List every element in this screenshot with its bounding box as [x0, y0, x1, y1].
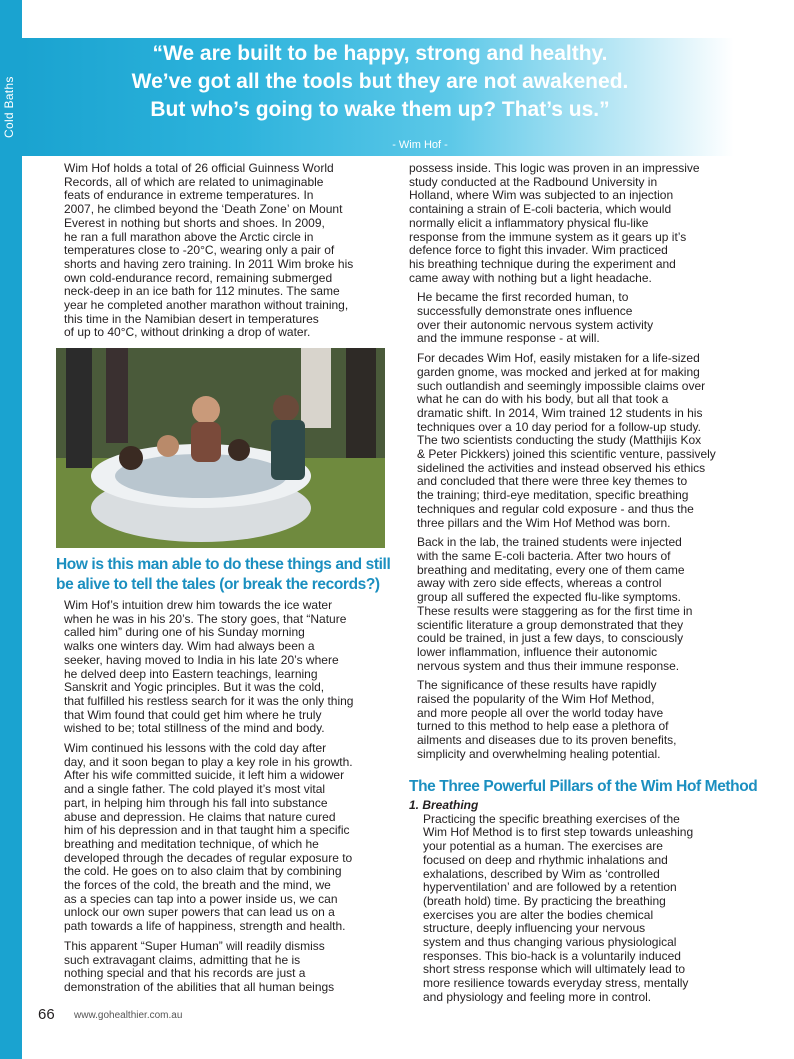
text-line: defence force to fight this invader. Wim practiced	[409, 243, 668, 258]
text-line: simplicity and overwhelming healing potential.	[417, 746, 661, 761]
text-line: responses. This bio-hack is a voluntarily induced	[423, 948, 681, 963]
body-paragraph	[409, 536, 737, 673]
ice-bath-illustration	[56, 348, 385, 548]
text-line: study conducted at the Radbound University in	[409, 174, 658, 189]
left-column-continued	[56, 599, 384, 1001]
text-line: hyperventilation’ and are followed by a retention	[423, 880, 677, 895]
text-line: He became the first recorded human, to	[417, 290, 629, 305]
text-line: system and thus changing various physiological	[423, 935, 677, 950]
text-line: Practicing the specific breathing exercises of the	[423, 811, 680, 826]
text-line: that fulfilled his restless search for it was the only thing	[64, 693, 354, 708]
heading-line: How is this man able to do these things and still	[56, 556, 391, 573]
text-line: this time in the Namibian desert in temperatures	[64, 311, 319, 326]
text-line: such outlandish and seemingly impossible claims over	[417, 378, 706, 393]
text-line: lower inflammation, influence their autonomic	[417, 644, 658, 659]
text-line: such extravagant claims, admitting that he is	[64, 952, 301, 967]
text-line: Records, all of which are related to unimaginable	[64, 174, 324, 189]
text-line: breathing and meditation technique, of which he	[64, 836, 319, 851]
pillar-body	[423, 813, 739, 1005]
pull-quote-line: We’ve got all the tools but they are not awakened.	[131, 70, 629, 93]
pillar-breathing	[409, 799, 739, 1005]
text-line: him of his depression and in that taught him a specific	[64, 823, 350, 838]
text-line: of up to 40°C, without drinking a drop of water.	[64, 325, 311, 340]
text-line: could be trained, in just a few days, to consciously	[417, 631, 684, 646]
text-line: demonstration of the abilities that all human beings	[64, 979, 335, 994]
section-heading	[56, 555, 391, 595]
text-line: For decades Wim Hof, easily mistaken for a life-sized	[417, 351, 700, 366]
text-line: nervous system and thus their immune response.	[417, 658, 680, 673]
body-paragraph	[56, 599, 384, 736]
text-line: Wim continued his lessons with the cold day after	[64, 741, 327, 756]
body-paragraph	[409, 679, 737, 761]
pull-quote-line: But who’s going to wake them up? That’s us.”	[150, 98, 610, 121]
text-line: path towards a life of happiness, strength and health.	[64, 919, 346, 934]
text-line: possess inside. This logic was proven in an impressive	[409, 161, 700, 175]
text-line: Wim Hof holds a total of 26 official Guinness World	[64, 161, 334, 175]
text-line: Everest in nothing but shorts and shoes. In 2009,	[64, 215, 325, 230]
text-line: focused on deep and rhythmic inhalations and	[423, 852, 668, 867]
text-line: (breath hold) time. By practicing the breathing	[423, 893, 666, 908]
text-line: successfully demonstrate ones influence	[417, 304, 633, 319]
quote-attribution: - Wim Hof -	[392, 139, 448, 151]
text-line: the forces of the cold, the breath and the mind, we	[64, 878, 331, 893]
pillars-heading: The Three Powerful Pillars of the Wim Hof Method	[409, 778, 758, 795]
section-tab	[0, 0, 22, 1059]
text-line: and physiology and feeling more in control.	[423, 989, 652, 1004]
heading-line: be alive to tell the tales (or break the records?)	[56, 576, 380, 593]
text-line: away with zero side effects, whereas a control	[417, 576, 662, 591]
text-line: techniques and regular cold exposure - and thus the	[417, 501, 694, 516]
text-line: he ran a full marathon above the Arctic circle in	[64, 229, 314, 244]
intro-paragraph	[56, 162, 384, 340]
text-line: and the immune response - at will.	[417, 331, 600, 346]
text-line: garden gnome, was mocked and jerked at for making	[417, 364, 700, 379]
text-line: seeker, having moved to India in his late 20’s where	[64, 652, 339, 667]
text-line: the training; third-eye meditation, specific breathing	[417, 488, 689, 503]
text-line: walks one winters day. Wim had always been a	[64, 639, 315, 654]
body-paragraph	[56, 742, 384, 934]
text-line: These results were staggering as for the first time in	[417, 603, 693, 618]
text-line: After his wife committed suicide, it left him a widower	[64, 768, 345, 783]
text-line: unlock our own super powers that can lead us on a	[64, 905, 335, 920]
page-number: 66	[38, 1006, 55, 1023]
text-line: containing a strain of E-coli bacteria, which would	[409, 202, 672, 217]
text-line: own cold-endurance record, remaining submerged	[64, 270, 333, 285]
text-line: The two scientists conducting the study (Matthijis Kox	[417, 433, 702, 448]
text-line: 2007, he climbed beyond the ‘Death Zone’ on Mount	[64, 202, 343, 217]
text-line: more resilience towards everyday stress, mentally	[423, 976, 689, 991]
ice-bath-photo	[56, 348, 385, 548]
pillar-title: 1. Breathing	[409, 798, 479, 812]
text-line: Sanskrit and Yogic principles. But it was the cold,	[64, 680, 325, 695]
text-line: when he was in his 20’s. The story goes, that “Nature	[64, 611, 347, 626]
text-line: The significance of these results have rapidly	[417, 678, 657, 693]
pull-quote	[60, 40, 700, 124]
text-line: abuse and depression. He claims that nature cured	[64, 809, 336, 824]
text-line: feats of endurance in extreme temperatures. In	[64, 188, 314, 203]
text-line: developed through the decades of regular exposure to	[64, 850, 353, 865]
text-line: normally elicit a inflammatory physical flu-like	[409, 215, 649, 230]
text-line: group all suffered the expected flu-like symptoms.	[417, 590, 681, 605]
text-line: Wim Hof Method is to first step towards unleashing	[423, 825, 694, 840]
text-line: short stress response which will ultimately lead to	[423, 962, 686, 977]
text-line: shorts and having zero training. In 2011 Wim broke his	[64, 256, 354, 271]
body-paragraph	[409, 352, 737, 530]
section-tab-label: Cold Baths	[2, 76, 16, 138]
text-line: Holland, where Wim was subjected to an injection	[409, 188, 674, 203]
text-line: temperatures close to -20°C, wearing only a pair of	[64, 243, 335, 258]
body-paragraph	[409, 291, 737, 346]
text-line: his breathing technique during the experiment and	[409, 256, 676, 271]
text-line: This apparent “Super Human” will readily dismiss	[64, 938, 325, 953]
text-line: & Peter Pickkers) joined this scientific venture, passively	[417, 447, 716, 462]
text-line: and a single father. The cold played it’s most vital	[64, 782, 326, 797]
text-line: over their autonomic nervous system activity	[417, 317, 654, 332]
text-line: that Wim found that could get him where he truly	[64, 707, 322, 722]
pull-quote-line: “We are built to be happy, strong and healthy.	[152, 42, 608, 65]
text-line: year he completed another marathon without training,	[64, 298, 349, 313]
text-line: Wim Hof’s intuition drew him towards the ice water	[64, 598, 333, 612]
right-column	[409, 162, 737, 768]
text-line: exercises you are alter the bodies chemical	[423, 907, 654, 922]
text-line: turned to this method to help ease a plethora of	[417, 719, 669, 734]
body-paragraph	[56, 940, 384, 995]
text-line: dramatic shift. In 2014, Wim trained 12 students in his	[417, 405, 703, 420]
text-line: raised the popularity of the Wim Hof Method,	[417, 692, 655, 707]
text-line: nothing special and that his records are just a	[64, 966, 306, 981]
text-line: wished to be; total stillness of the mind and body.	[64, 721, 325, 736]
text-line: the cold. He goes on to also claim that by combining	[64, 864, 342, 879]
text-line: and more people all over the world today have	[417, 705, 664, 720]
text-line: and concluded that there were three key themes to	[417, 474, 688, 489]
text-line: structure, deeply influencing your nervous	[423, 921, 646, 936]
text-line: day, and it soon began to play a key role in his growth.	[64, 754, 353, 769]
text-line: sidelined the activities and instead observed his ethics	[417, 460, 706, 475]
text-line: response from the immune system as it gears up it’s	[409, 229, 687, 244]
text-line: exhalations, described by Wim as ‘controlled	[423, 866, 660, 881]
text-line: neck-deep in an ice bath for 112 minutes. The same	[64, 284, 340, 299]
body-paragraph	[409, 162, 737, 285]
text-line: techniques over a 10 day period for a follow-up study.	[417, 419, 701, 434]
text-line: ailments and diseases due to its proven benefits,	[417, 733, 677, 748]
text-line: he delved deep into Eastern teachings, learning	[64, 666, 318, 681]
text-line: called him” during one of his Sunday morning	[64, 625, 305, 640]
text-line: as a species can tap into a power inside us, we can	[64, 891, 338, 906]
text-line: part, in helping him through his fall into substance	[64, 795, 328, 810]
text-line: with the same E-coli bacteria. After two hours of	[417, 548, 671, 563]
text-line: scientific literature a group demonstrated that they	[417, 617, 684, 632]
text-line: what he can do with his body, but all that took a	[417, 392, 669, 407]
text-line: came away with nothing but a light headache.	[409, 270, 652, 285]
website-link[interactable]: www.gohealthier.com.au	[74, 1010, 183, 1021]
text-line: breathing and meditating, every one of them came	[417, 562, 685, 577]
text-line: your potential as a human. The exercises are	[423, 839, 663, 854]
text-line: three pillars and the Wim Hof Method was born.	[417, 515, 671, 530]
left-column	[56, 162, 384, 346]
text-line: Back in the lab, the trained students were injected	[417, 535, 682, 550]
